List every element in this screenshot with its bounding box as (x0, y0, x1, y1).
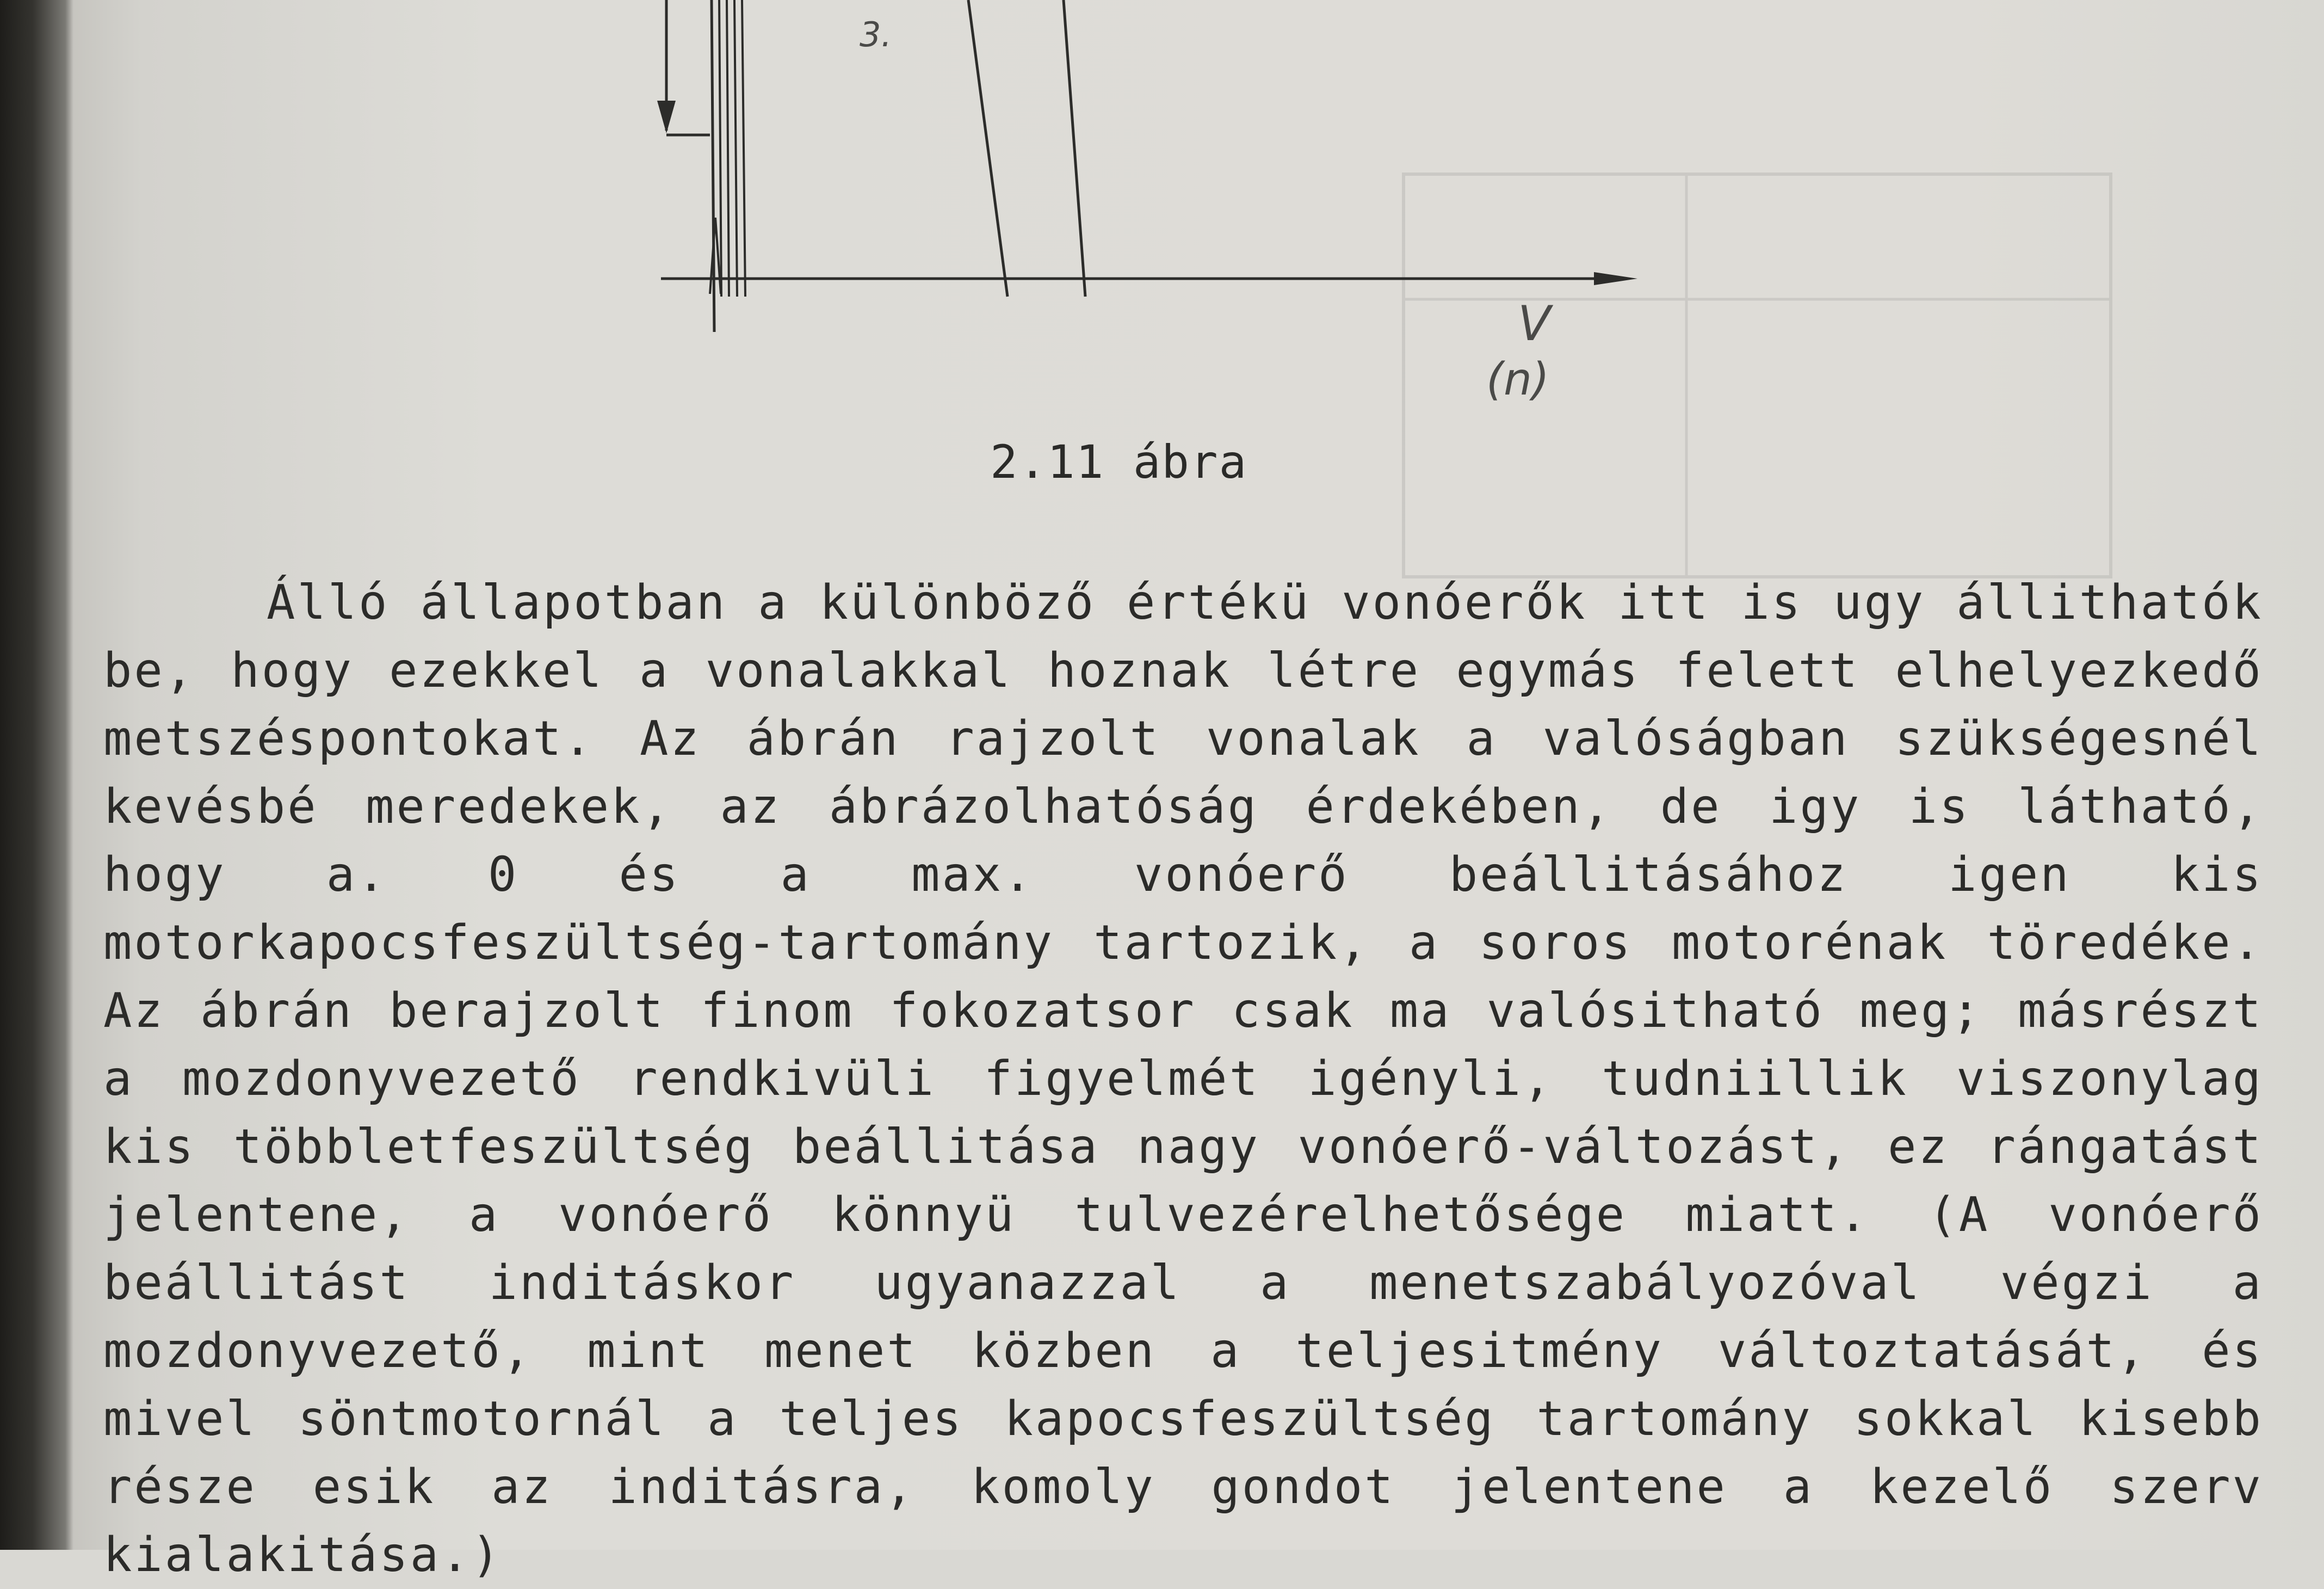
curve-line (742, 0, 745, 297)
curve-line (719, 0, 721, 297)
arrow-down-icon (657, 101, 676, 133)
diagram-fragment (598, 0, 1659, 414)
body-paragraph (103, 569, 2263, 1589)
curve-line (727, 0, 729, 297)
curve-line (734, 0, 737, 297)
figure-caption: 2.11 ábra (990, 435, 1248, 489)
axis-label-v: V (1518, 295, 1551, 352)
axis-label-n: (n) (1486, 354, 1549, 405)
book-spine-shadow (0, 0, 73, 1550)
curve-label-3: 3. (860, 15, 892, 54)
curve-line (712, 0, 714, 332)
curve-line (968, 0, 1008, 297)
paragraph-text: Álló állapotban a különböző értékü vonóerők itt is ugy állithatók be, hogy ezekkel a vonalakkal hoznak létre egymás felett elhelyezkedő metszéspontokat. Az ábrán rajzolt vonalak a valóságban szükségesnél kevésbé meredekek, az ábrázolhatóság érdekében, de igy is látható, hogy a. 0 és a max. vonóerő beállitásához igen kis motorkapocsfeszültség-tartomány tartozik, a soros motorénak töredéke. Az ábrán berajzolt finom fokozatsor csak ma valósitható meg; másrészt a mozdonyvezető rendkivüli figyelmét igényli, tudniillik viszonylag kis többletfeszültség beállitása nagy vonóerő-változást, ez rángatást jelentene, a vonóerő könnyü tulvezérelhetősége miatt. (A vonóerő beállitást inditáskor ugyanazzal a menetszabályozóval végzi a mozdonyvezető, mint menet közben a teljesitmény változtatását, és mivel söntmotornál a teljes kapocsfeszültség tartomány sokkal kisebb része esik az inditásra, komoly gondot jelentene a kezelő szerv kialakitása.) (103, 575, 2263, 1582)
curve-line (1064, 0, 1085, 297)
arrow-right-icon (1594, 272, 1637, 285)
